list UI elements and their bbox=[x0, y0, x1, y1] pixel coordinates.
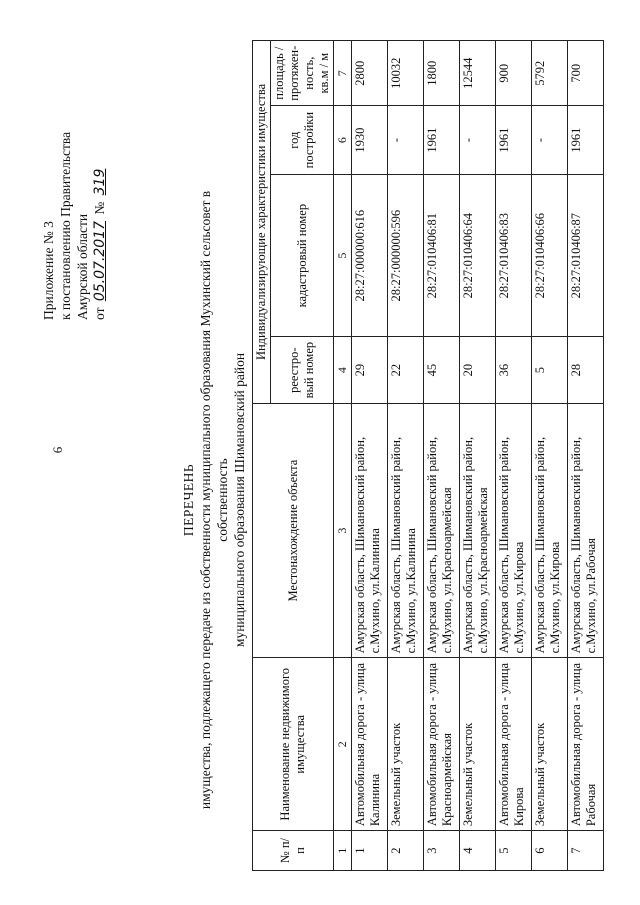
annex-date-line bbox=[91, 20, 109, 320]
row-name: Автомобильная дорога - улица Красноармейская bbox=[424, 658, 460, 831]
row-number: 5 bbox=[496, 831, 532, 871]
row-area: 10032 bbox=[388, 41, 424, 106]
header-year: год постройки bbox=[271, 106, 334, 174]
column-number-row bbox=[334, 41, 352, 871]
table-row bbox=[532, 41, 568, 871]
property-table bbox=[252, 40, 604, 871]
row-area: 12544 bbox=[460, 41, 496, 106]
document-heading bbox=[180, 155, 248, 845]
row-location: Амурская область, Шимановский район, с.Мухино, ул.Красноармейская bbox=[424, 403, 460, 658]
row-registry: 29 bbox=[352, 337, 388, 403]
heading-line-1: имущества, подлежащего передаче из собственности муниципального образования Мухинский сельсовет в собственность bbox=[198, 190, 230, 810]
table-row bbox=[460, 41, 496, 871]
row-registry: 36 bbox=[496, 337, 532, 403]
annex-block bbox=[40, 20, 109, 320]
row-year: 1961 bbox=[424, 106, 460, 174]
row-year: - bbox=[388, 106, 424, 174]
row-cadastral: 28:27:010406:81 bbox=[424, 174, 460, 337]
header-registry: реестро-вый номер bbox=[271, 337, 334, 403]
table-row bbox=[352, 41, 388, 871]
row-location: Амурская область, Шимановский район, с.Мухино, ул.Кирова bbox=[496, 403, 532, 658]
row-name: Земельный участок bbox=[388, 658, 424, 831]
row-name: Автомобильная дорога - улица Калинина bbox=[352, 658, 388, 831]
page-number: 6 bbox=[50, 446, 65, 454]
row-location: Амурская область, Шимановский район, с.Мухино, ул.Калинина bbox=[388, 403, 424, 658]
header-num: № п/п bbox=[253, 831, 334, 871]
header-cadastral: кадастровый номер bbox=[271, 174, 334, 337]
row-cadastral: 28:27:010406:66 bbox=[532, 174, 568, 337]
annex-number-handwritten: 319 bbox=[92, 168, 108, 196]
row-cadastral: 28:27:000000:616 bbox=[352, 174, 388, 337]
column-number: 6 bbox=[334, 106, 352, 174]
row-name: Земельный участок bbox=[532, 658, 568, 831]
column-number: 4 bbox=[334, 337, 352, 403]
row-year: 1961 bbox=[496, 106, 532, 174]
row-year: 1930 bbox=[352, 106, 388, 174]
row-name: Автомобильная дорога - улица Рабочая bbox=[568, 658, 604, 831]
row-area: 900 bbox=[496, 41, 532, 106]
row-year: 1961 bbox=[568, 106, 604, 174]
annex-line-2: к постановлению Правительства bbox=[58, 131, 73, 320]
row-cadastral: 28:27:000000:596 bbox=[388, 174, 424, 337]
row-number: 4 bbox=[460, 831, 496, 871]
row-location: Амурская область, Шимановский район, с.Мухино, ул.Калинина bbox=[352, 403, 388, 658]
row-number: 2 bbox=[388, 831, 424, 871]
row-number: 1 bbox=[352, 831, 388, 871]
annex-line-1: Приложение № 3 bbox=[41, 221, 56, 320]
header-area: площадь / протяжен-ность, кв.м / м bbox=[271, 41, 334, 106]
row-registry: 45 bbox=[424, 337, 460, 403]
table-row bbox=[568, 41, 604, 871]
row-registry: 28 bbox=[568, 337, 604, 403]
annex-line-3: Амурской области bbox=[75, 213, 90, 320]
row-location: Амурская область, Шимановский район, с.Мухино, ул.Красноармейская bbox=[460, 403, 496, 658]
row-number: 6 bbox=[532, 831, 568, 871]
table-row bbox=[424, 41, 460, 871]
table-row bbox=[388, 41, 424, 871]
header-group: Индивидуализирующие характеристики имущества bbox=[253, 41, 271, 404]
header-location: Местонахождение объекта bbox=[253, 403, 334, 658]
annex-number-prefix: № bbox=[92, 201, 107, 215]
heading-line-2: муниципального образования Шимановский район bbox=[232, 352, 247, 648]
row-name: Земельный участок bbox=[460, 658, 496, 831]
column-number: 5 bbox=[334, 174, 352, 337]
row-registry: 5 bbox=[532, 337, 568, 403]
row-number: 7 bbox=[568, 831, 604, 871]
column-number: 7 bbox=[334, 41, 352, 106]
row-name: Автомобильная дорога - улица Кирова bbox=[496, 658, 532, 831]
row-area: 700 bbox=[568, 41, 604, 106]
row-year: - bbox=[460, 106, 496, 174]
row-location: Амурская область, Шимановский район, с.Мухино, ул.Кирова bbox=[532, 403, 568, 658]
row-registry: 20 bbox=[460, 337, 496, 403]
row-area: 1800 bbox=[424, 41, 460, 106]
header-name: Наименование недвижимого имущества bbox=[253, 658, 334, 831]
row-registry: 22 bbox=[388, 337, 424, 403]
row-cadastral: 28:27:010406:83 bbox=[496, 174, 532, 337]
annex-date-handwritten: 05.07.2017 bbox=[92, 220, 108, 302]
row-cadastral: 28:27:010406:64 bbox=[460, 174, 496, 337]
row-location: Амурская область, Шимановский район, с.Мухино, ул.Рабочая bbox=[568, 403, 604, 658]
row-area: 2800 bbox=[352, 41, 388, 106]
column-number: 3 bbox=[334, 403, 352, 658]
column-number: 2 bbox=[334, 658, 352, 831]
annex-date-prefix: от bbox=[92, 307, 107, 320]
row-area: 5792 bbox=[532, 41, 568, 106]
column-number: 1 bbox=[334, 831, 352, 871]
row-cadastral: 28:27:010406:87 bbox=[568, 174, 604, 337]
document-title: ПЕРЕЧЕНЬ bbox=[181, 463, 196, 537]
row-number: 3 bbox=[424, 831, 460, 871]
row-year: - bbox=[532, 106, 568, 174]
table-row bbox=[496, 41, 532, 871]
